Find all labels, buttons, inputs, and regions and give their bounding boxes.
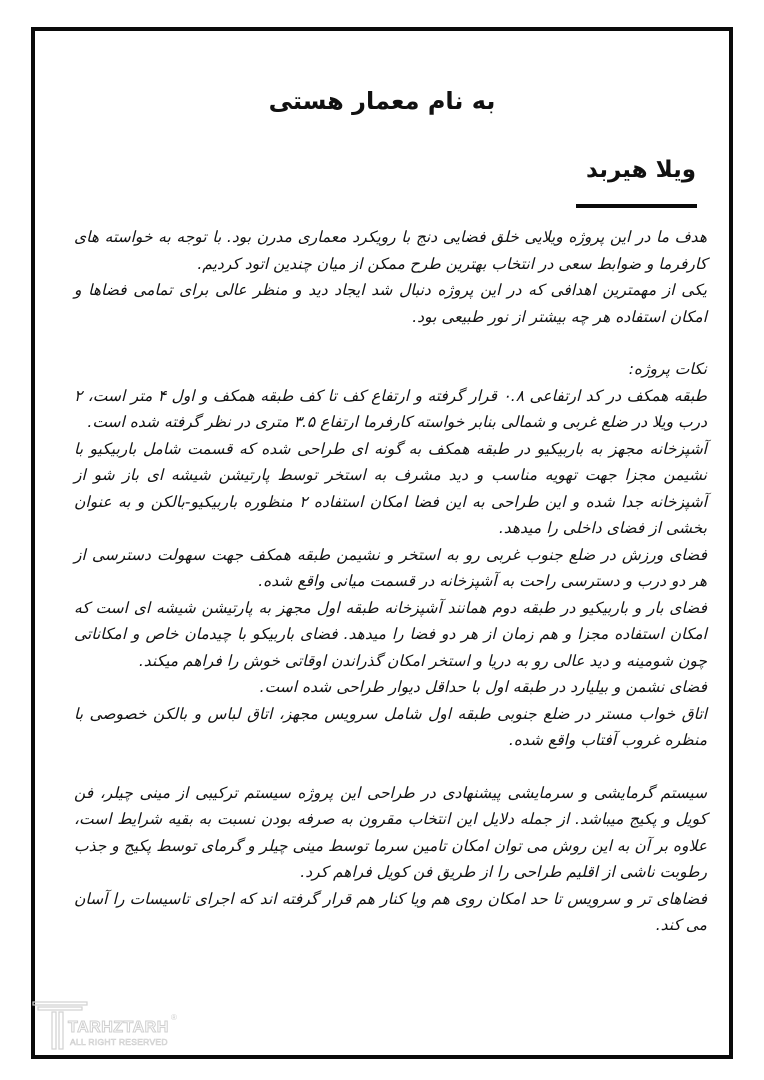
systems-paragraph: فضاهای تر و سرویس تا حد امکان روی هم ویا کنار هم قرار گرفته اند که اجرای تاسیسات را آسان می کند.	[74, 889, 707, 934]
note-paragraph: فضای بار و باربیکیو در طبقه دوم همانند آشپزخانه طبقه اول مجهز به پارتیشن شیشه ای است که امکان استفاده مجزا و هم زمان از هر دو فضا را میدهد. فضای باربیکو با چیدمان خاص و امکاناتی چون شومینه و دید عالی رو به دریا و استخر امکان گذراندن اوقاتی خوش را فراهم میکند.	[74, 598, 707, 670]
registered-mark: ®	[171, 1013, 177, 1022]
note-paragraph: فضای نشمن و بیلیارد در طبقه اول با حداقل دیوار طراحی شده است.	[259, 678, 707, 696]
note-paragraph: طبقه همکف در کد ارتفاعی ۰.۸ قرار گرفته و ارتفاع کف تا کف طبقه همکف و اول ۴ متر است، ۲ درب ویلا در ضلع غربی و شمالی بنابر خواسته کارفرما ارتفاع ۳.۵ متری در نظر گرفته شده است.	[74, 386, 707, 431]
paragraph-spacer	[74, 754, 707, 780]
document-body	[74, 224, 707, 939]
watermark-logo	[32, 1000, 182, 1052]
paragraph-spacer	[74, 330, 707, 356]
subtitle-underline-rule	[576, 204, 697, 208]
project-subtitle: ویلا هیربد	[586, 157, 696, 183]
systems-paragraph: سیستم گرمایشی و سرمایشی پیشنهادی در طراحی این پروژه سیستم ترکیبی از مینی چیلر، فن کویل و پکیج میباشد. از جمله دلایل این انتخاب مقرون به صرفه بودن نسبت به بقیه شرایط است، علاوه بر آن به این روش می توان امکان تامین سرما توسط مینی چیلر و گرمای توسط پکیج و جذب رطوبت ناشی از اقلیم طراحی را از طریق فن کویل فراهم کرد.	[74, 783, 707, 881]
note-paragraph: اتاق خواب مستر در ضلع جنوبی طبقه اول شامل سرویس مجهز، اتاق لباس و بالکن خصوصی با منظره غروب آفتاب واقع شده.	[74, 704, 707, 749]
intro-paragraph: هدف ما در این پروژه ویلایی خلق فضایی دنج با رویکرد معماری مدرن بود. با توجه به خواسته های کارفرما و ضوابط سعی در انتخاب بهترین طرح ممکن از میان چندین اتود کردیم.	[74, 228, 707, 273]
watermark-tagline: ALL RIGHT RESERVED	[70, 1037, 168, 1047]
notes-heading: نکات پروژه:	[628, 360, 707, 378]
intro-paragraph: یکی از مهمترین اهدافی که در این پروژه دنبال شد ایجاد دید و منظر عالی برای تمامی فضاها و امکان استفاده هر چه بیشتر از نور طبیعی بود.	[74, 281, 707, 326]
document-title: به نام معمار هستی	[268, 87, 496, 115]
note-paragraph: فضای ورزش در ضلع جنوب غربی رو به استخر و نشیمن طبقه همکف جهت سهولت دسترسی از هر دو درب و دسترسی راحت به آشپزخانه در قسمت میانی واقع شده.	[74, 545, 707, 590]
note-paragraph: آشپزخانه مجهز به باربیکیو در طبقه همکف به گونه ای طراحی شده که قسمت شامل باربیکیو با نشیمن مجزا جهت تهویه مناسب و دید مشرف به استخر توسط پارتیشن شیشه ای باز شو از آشپزخانه جدا شده و این طراحی به این فضا امکان استفاده ۲ منظوره باربیکیو-بالکن و به عنوان بخشی از فضای داخلی را میدهد.	[74, 439, 707, 537]
watermark-brand: TARHZTARH	[68, 1019, 169, 1036]
